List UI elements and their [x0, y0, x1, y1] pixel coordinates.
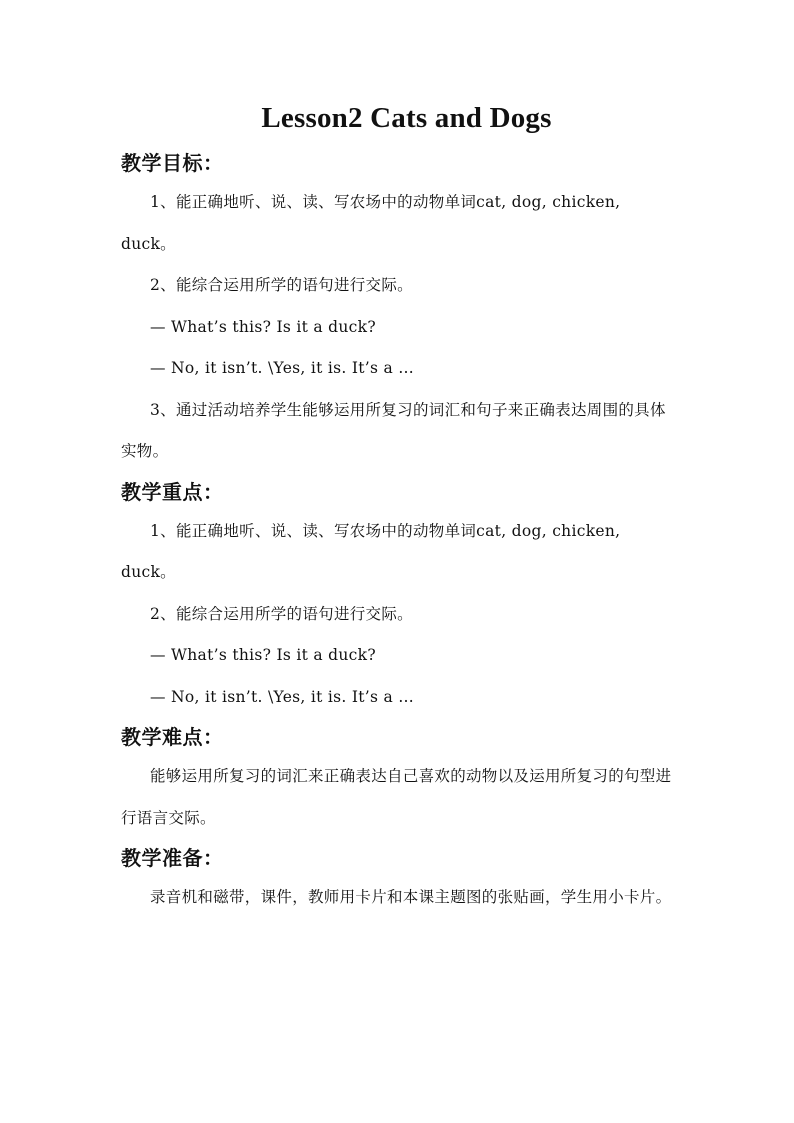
preparation-text: 录音机和磁带，课件，教师用卡片和本课主题图的张贴画，学生用小卡片。 [150, 888, 672, 906]
difficulties-text: 能够运用所复习的词汇来正确表达自己喜欢的动物以及运用所复习的句型进行语言交际。 [121, 767, 672, 827]
section-heading-key-points: 教学重点： [121, 479, 224, 504]
objective-dialog-line-1: — What’s this? Is it a duck? [150, 317, 376, 336]
key-point-dialog-line-1: — What’s this? Is it a duck? [150, 646, 376, 664]
objective-item-1: 1、能正确地听、说、读、写农场中的动物单词cat, dog, chicken, duck。 [121, 193, 621, 253]
section-objectives [121, 144, 676, 473]
objective-dialog-line-2: — No, it isn’t. \Yes, it is. It’s a … [150, 359, 415, 377]
key-point-item-2: 2、能综合运用所学的语句进行交际。 [150, 604, 413, 623]
section-difficulties [121, 718, 676, 839]
section-heading-preparation: 教学准备： [121, 846, 224, 870]
objective-item-2: 2、能综合运用所学的语句进行交际。 [150, 276, 413, 294]
section-key-points [121, 473, 676, 719]
section-heading-objectives: 教学目标： [121, 151, 224, 175]
key-point-item-1: 1、能正确地听、说、读、写农场中的动物单词cat, dog, chicken, duck。 [121, 521, 621, 581]
document-title: Lesson2 Cats and Dogs [261, 102, 552, 134]
section-heading-difficulties: 教学难点： [121, 725, 224, 749]
key-point-dialog-line-2: — No, it isn’t. \Yes, it is. It’s a … [150, 687, 415, 706]
objective-item-3: 3、通过活动培养学生能够运用所复习的词汇和句子来正确表达周围的具体实物。 [121, 400, 666, 460]
section-preparation [121, 839, 676, 919]
